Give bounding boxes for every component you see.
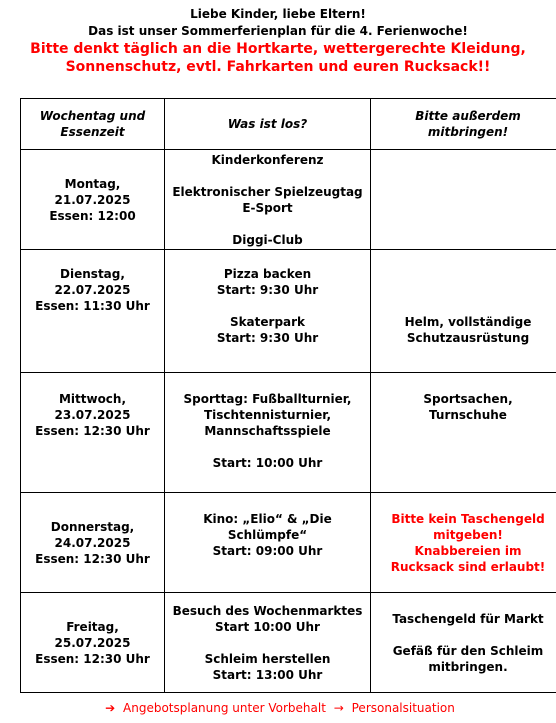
activity-cell: Sporttag: Fußballturnier, Tischtennisturnier, Mannschaftsspiele Start: 10:00 Uhr (165, 373, 371, 493)
bring-cell: Bitte kein Taschengeld mitgeben! Knabbereien im Rucksack sind erlaubt! (371, 493, 556, 593)
table-row (21, 150, 556, 250)
day-cell: Donnerstag, 24.07.2025 Essen: 12:30 Uhr (21, 493, 165, 593)
greeting: Liebe Kinder, liebe Eltern! (190, 7, 366, 21)
header-bring: Bitte außerdem mitbringen! (371, 99, 556, 150)
bring-cell: Helm, vollständige Schutzausrüstung (371, 250, 556, 373)
table-row (21, 373, 556, 493)
day-cell: Dienstag, 22.07.2025 Essen: 11:30 Uhr (21, 250, 165, 373)
header-activity: Was ist los? (165, 99, 371, 150)
bring-cell: Taschengeld für Markt Gefäß für den Schleim mitbringen. (371, 593, 556, 693)
footer-part-2: Personalsituation (351, 701, 455, 715)
reminder-line-2: Sonnenschutz, evtl. Fahrkarten und euren Rucksack!! (65, 59, 491, 75)
page-header (0, 6, 556, 76)
day-cell: Mittwoch, 23.07.2025 Essen: 12:30 Uhr (21, 373, 165, 493)
activity-cell: Kinderkonferenz Elektronischer Spielzeugtag E-Sport Diggi-Club (165, 150, 371, 250)
bring-cell: Sportsachen, Turnschuhe (371, 373, 556, 493)
intro-text: Das ist unser Sommerferienplan für die 4. Ferienwoche! (88, 24, 468, 38)
table-row (21, 593, 556, 693)
bring-cell (371, 150, 556, 250)
activity-cell: Kino: „Elio“ & „Die Schlümpfe“ Start: 09:00 Uhr (165, 493, 371, 593)
holiday-plan-table (20, 98, 556, 693)
activity-cell: Pizza backen Start: 9:30 Uhr Skaterpark Start: 9:30 Uhr (165, 250, 371, 373)
activity-cell: Besuch des Wochenmarktes Start 10:00 Uhr Schleim herstellen Start: 13:00 Uhr (165, 593, 371, 693)
table-row (21, 493, 556, 593)
day-cell: Freitag, 25.07.2025 Essen: 12:30 Uhr (21, 593, 165, 693)
day-cell: Montag, 21.07.2025 Essen: 12:00 (21, 150, 165, 250)
footer-part-1: Angebotsplanung unter Vorbehalt (123, 701, 326, 715)
reminder-line-1: Bitte denkt täglich an die Hortkarte, wettergerechte Kleidung, (30, 41, 526, 57)
right-arrow-icon: ➔ (105, 701, 116, 715)
table-row (21, 250, 556, 373)
table-header-row (21, 99, 556, 150)
header-day: Wochentag und Essenzeit (21, 99, 165, 150)
footer-note (0, 700, 556, 716)
right-arrow-icon: → (333, 701, 344, 715)
